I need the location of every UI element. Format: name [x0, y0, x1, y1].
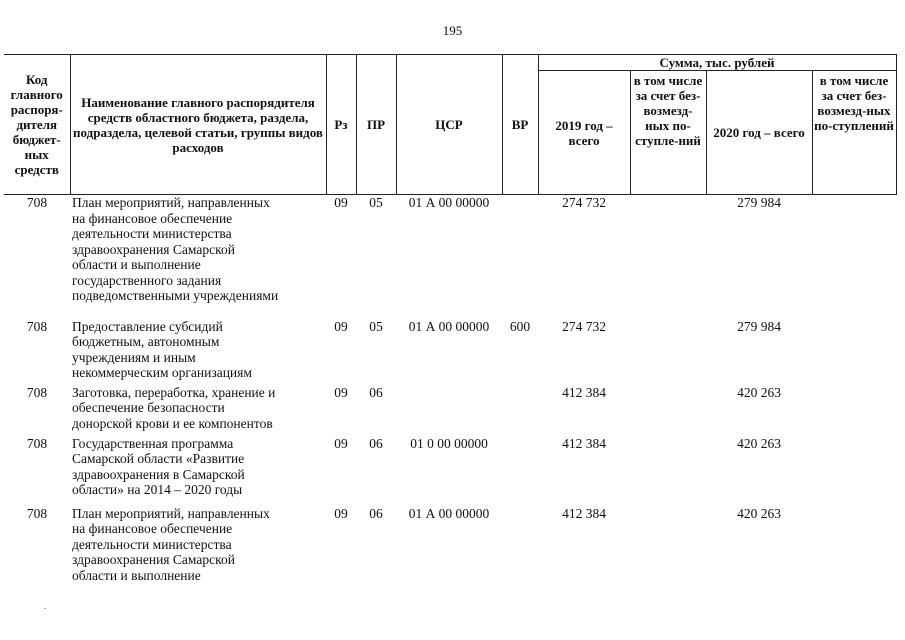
- cell-vr: 600: [509, 318, 531, 334]
- cell-2020-total: 420 263: [737, 384, 781, 400]
- cell-vr: [502, 385, 538, 436]
- cell-2020-total: 279 984: [737, 318, 781, 334]
- cell-name: Государственная программа Самарской области «Развитие здравоохранения в Самарской области» на 2014 – 2020 годы: [72, 435, 245, 497]
- cell-2019-free: [630, 385, 706, 436]
- cell-rz: 09: [334, 505, 348, 521]
- budget-table: [4, 54, 897, 596]
- cell-2019-free: [630, 436, 706, 506]
- cell-2020-total: 420 263: [737, 435, 781, 451]
- header-rz: Рз: [326, 55, 356, 195]
- cell-2019-free: [630, 506, 706, 596]
- cell-2020-free: [812, 319, 896, 385]
- cell-vr: [502, 506, 538, 596]
- header-2019-total: 2019 год – всего: [538, 71, 630, 195]
- cell-code: 708: [26, 384, 48, 400]
- cell-rz: 09: [334, 384, 348, 400]
- header-name: Наименование главного распорядителя средств областного бюджета, раздела, подраздела, целевой статьи, группы видов расходов: [70, 55, 326, 195]
- cell-csr: 01 0 00 00000: [410, 435, 488, 451]
- cell-2019-total: 274 732: [562, 318, 606, 334]
- cell-vr: [502, 195, 538, 319]
- table-row: [4, 319, 896, 385]
- cell-pr: 05: [369, 318, 383, 334]
- cell-2020-total: 420 263: [737, 505, 781, 521]
- cell-csr: 01 А 00 00000: [408, 195, 490, 210]
- cell-rz: 09: [334, 195, 348, 210]
- page-number: 195: [442, 23, 463, 38]
- table-row: [4, 506, 896, 596]
- cell-2020-free: [812, 436, 896, 506]
- header-sum-group: Сумма, тыс. рублей: [538, 55, 896, 71]
- cell-2020-free: [812, 195, 896, 319]
- cell-rz: 09: [334, 435, 348, 451]
- cell-code: 708: [26, 318, 48, 334]
- header-code: Код главного распоря-дителя бюджет-ных средств: [4, 55, 70, 195]
- cell-csr: 01 А 00 00000: [408, 318, 490, 334]
- cell-pr: 06: [369, 384, 383, 400]
- cell-rz: 09: [334, 318, 348, 334]
- header-2020-free: в том числе за счет без-возмезд-ных по-ступлений: [812, 71, 896, 195]
- table-row: [4, 436, 896, 506]
- header-pr: ПР: [356, 55, 396, 195]
- cell-2019-free: [630, 195, 706, 319]
- cell-pr: 05: [369, 195, 383, 210]
- cell-name: План мероприятий, направленных на финансовое обеспечение деятельности министерства здравоохранения Самарской области и выполнение государственного задания подведомственными учреждениями: [72, 195, 279, 303]
- header-csr: ЦСР: [396, 55, 502, 195]
- cell-2019-total: 412 384: [562, 384, 606, 400]
- cell-2019-total: 274 732: [562, 195, 606, 210]
- header-vr: ВР: [502, 55, 538, 195]
- cell-csr: [396, 385, 502, 436]
- scan-speck: [44, 608, 46, 609]
- cell-2019-free: [630, 319, 706, 385]
- table-row: [4, 195, 896, 319]
- cell-code: 708: [26, 435, 48, 451]
- cell-2019-total: 412 384: [562, 435, 606, 451]
- cell-2020-free: [812, 506, 896, 596]
- cell-vr: [502, 436, 538, 506]
- cell-2020-free: [812, 385, 896, 436]
- table-row: [4, 385, 896, 436]
- cell-name: Предоставление субсидий бюджетным, автономным учреждениям и иным некоммерческим организациям: [72, 318, 252, 380]
- cell-code: 708: [26, 195, 48, 210]
- cell-pr: 06: [369, 505, 383, 521]
- cell-2019-total: 412 384: [562, 505, 606, 521]
- header-2019-free: в том числе за счет без-возмезд-ных по-ступле-ний: [630, 71, 706, 195]
- header-2020-total: 2020 год – всего: [706, 71, 812, 195]
- cell-name: Заготовка, переработка, хранение и обеспечение безопасности донорской крови и ее компонентов: [72, 384, 276, 431]
- cell-pr: 06: [369, 435, 383, 451]
- cell-code: 708: [26, 505, 48, 521]
- cell-csr: 01 А 00 00000: [408, 505, 490, 521]
- cell-2020-total: 279 984: [737, 195, 781, 210]
- header-row-top: [4, 55, 896, 71]
- cell-name: План мероприятий, направленных на финансовое обеспечение деятельности министерства здравоохранения Самарской области и выполнение: [72, 505, 270, 583]
